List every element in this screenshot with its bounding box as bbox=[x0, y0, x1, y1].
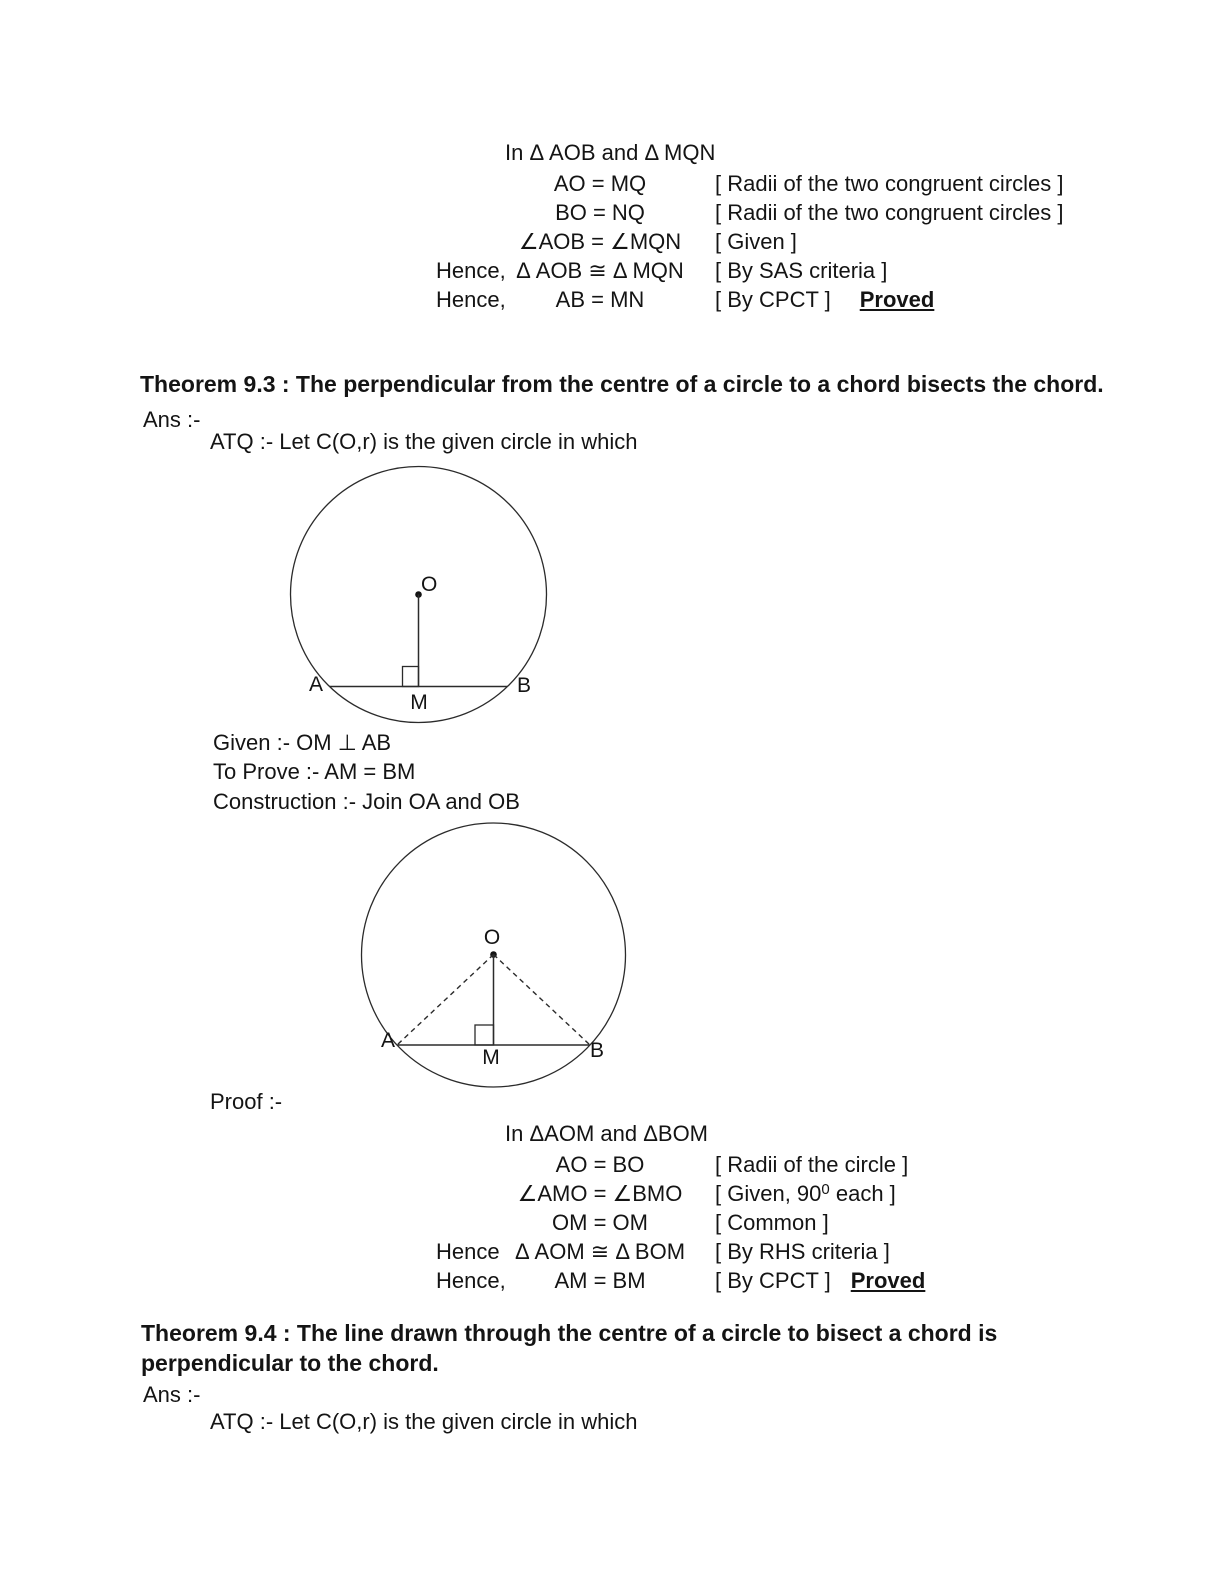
reason-text: [ Given, 90 bbox=[715, 1181, 822, 1206]
row-equation: Δ AOB ≅ Δ MQN bbox=[516, 258, 684, 283]
ans-label-9-4: Ans :- bbox=[143, 1382, 201, 1407]
row-reason: [ By CPCT ] bbox=[715, 1268, 831, 1293]
row-equation: ∠AOB = ∠MQN bbox=[518, 229, 682, 254]
row-equation: Δ AOM ≅ Δ BOM bbox=[514, 1239, 686, 1264]
proved-label: Proved bbox=[859, 287, 935, 312]
ans-label-9-3: Ans :- bbox=[143, 407, 201, 432]
dashed-line-ob bbox=[494, 955, 591, 1046]
label-point-b: B bbox=[516, 674, 532, 697]
row-prefix: Hence, bbox=[436, 258, 506, 283]
label-center-o: O bbox=[421, 573, 438, 596]
label-point-m: M bbox=[482, 1046, 500, 1069]
proof2-row-2 bbox=[436, 1179, 925, 1208]
circle-diagram-1 bbox=[280, 455, 570, 737]
row-prefix: Hence bbox=[436, 1239, 500, 1264]
proof2-row-3 bbox=[436, 1208, 925, 1237]
reason-text: each ] bbox=[829, 1181, 896, 1206]
row-reason: [ Given ] bbox=[715, 229, 797, 254]
right-angle-marker bbox=[475, 1025, 494, 1045]
atq-line-9-3: ATQ :- Let C(O,r) is the given circle in which bbox=[210, 429, 638, 454]
row-reason: [ Radii of the circle ] bbox=[715, 1152, 909, 1177]
given-line: Given :- OM ⊥ AB bbox=[213, 730, 392, 755]
dashed-line-oa bbox=[397, 955, 494, 1046]
proof1-intro: In Δ AOB and Δ MQN bbox=[505, 140, 716, 165]
proof2-table bbox=[436, 1150, 925, 1295]
row-equation: AB = MN bbox=[555, 287, 645, 312]
theorem-9-3-heading: Theorem 9.3 : The perpendicular from the centre of a circle to a chord bisects the chord. bbox=[140, 371, 1104, 397]
row-equation: AO = BO bbox=[555, 1152, 645, 1177]
row-reason: [ By RHS criteria ] bbox=[715, 1239, 890, 1264]
row-equation: ∠AMO = ∠BMO bbox=[517, 1181, 683, 1206]
construction-line: Construction :- Join OA and OB bbox=[213, 789, 520, 814]
label-point-m: M bbox=[410, 691, 428, 714]
row-equation: OM = OM bbox=[552, 1210, 648, 1235]
proved-label: Proved bbox=[850, 1268, 926, 1293]
row-equation: AM = BM bbox=[554, 1268, 646, 1293]
proof1-table bbox=[436, 169, 1064, 314]
proof2-intro: In ΔAOM and ΔBOM bbox=[505, 1121, 709, 1146]
label-point-a: A bbox=[308, 673, 324, 696]
proof2-row-4 bbox=[436, 1237, 925, 1266]
row-prefix: Hence, bbox=[436, 1268, 506, 1293]
row-reason: [ By CPCT ] bbox=[715, 287, 831, 312]
proof2-row-5 bbox=[436, 1266, 925, 1295]
label-point-a: A bbox=[380, 1029, 396, 1052]
row-reason: [ Radii of the two congruent circles ] bbox=[715, 200, 1064, 225]
proof1-row-3 bbox=[436, 227, 1064, 256]
row-reason bbox=[715, 1179, 896, 1211]
atq-line-9-4: ATQ :- Let C(O,r) is the given circle in which bbox=[210, 1409, 638, 1434]
label-center-o: O bbox=[483, 926, 501, 949]
theorem-9-4-heading: Theorem 9.4 : The line drawn through the centre of a circle to bisect a chord is perpendicular to the chord. bbox=[141, 1320, 998, 1376]
proof-label: Proof :- bbox=[210, 1089, 283, 1114]
degree-superscript: 0 bbox=[821, 1181, 830, 1198]
row-reason: [ By SAS criteria ] bbox=[715, 258, 888, 283]
row-prefix: Hence, bbox=[436, 287, 506, 312]
row-reason: [ Common ] bbox=[715, 1210, 829, 1235]
circle-diagram-2 bbox=[352, 818, 648, 1102]
proof2-row-1 bbox=[436, 1150, 925, 1179]
row-reason: [ Radii of the two congruent circles ] bbox=[715, 171, 1064, 196]
label-point-b: B bbox=[589, 1039, 605, 1062]
proof1-row-5 bbox=[436, 285, 1064, 314]
to-prove-line: To Prove :- AM = BM bbox=[213, 759, 416, 784]
right-angle-marker bbox=[403, 667, 419, 687]
proof1-row-4 bbox=[436, 256, 1064, 285]
row-equation: AO = MQ bbox=[553, 171, 647, 196]
proof1-row-2 bbox=[436, 198, 1064, 227]
row-equation: BO = NQ bbox=[555, 200, 645, 225]
proof1-row-1 bbox=[436, 169, 1064, 198]
